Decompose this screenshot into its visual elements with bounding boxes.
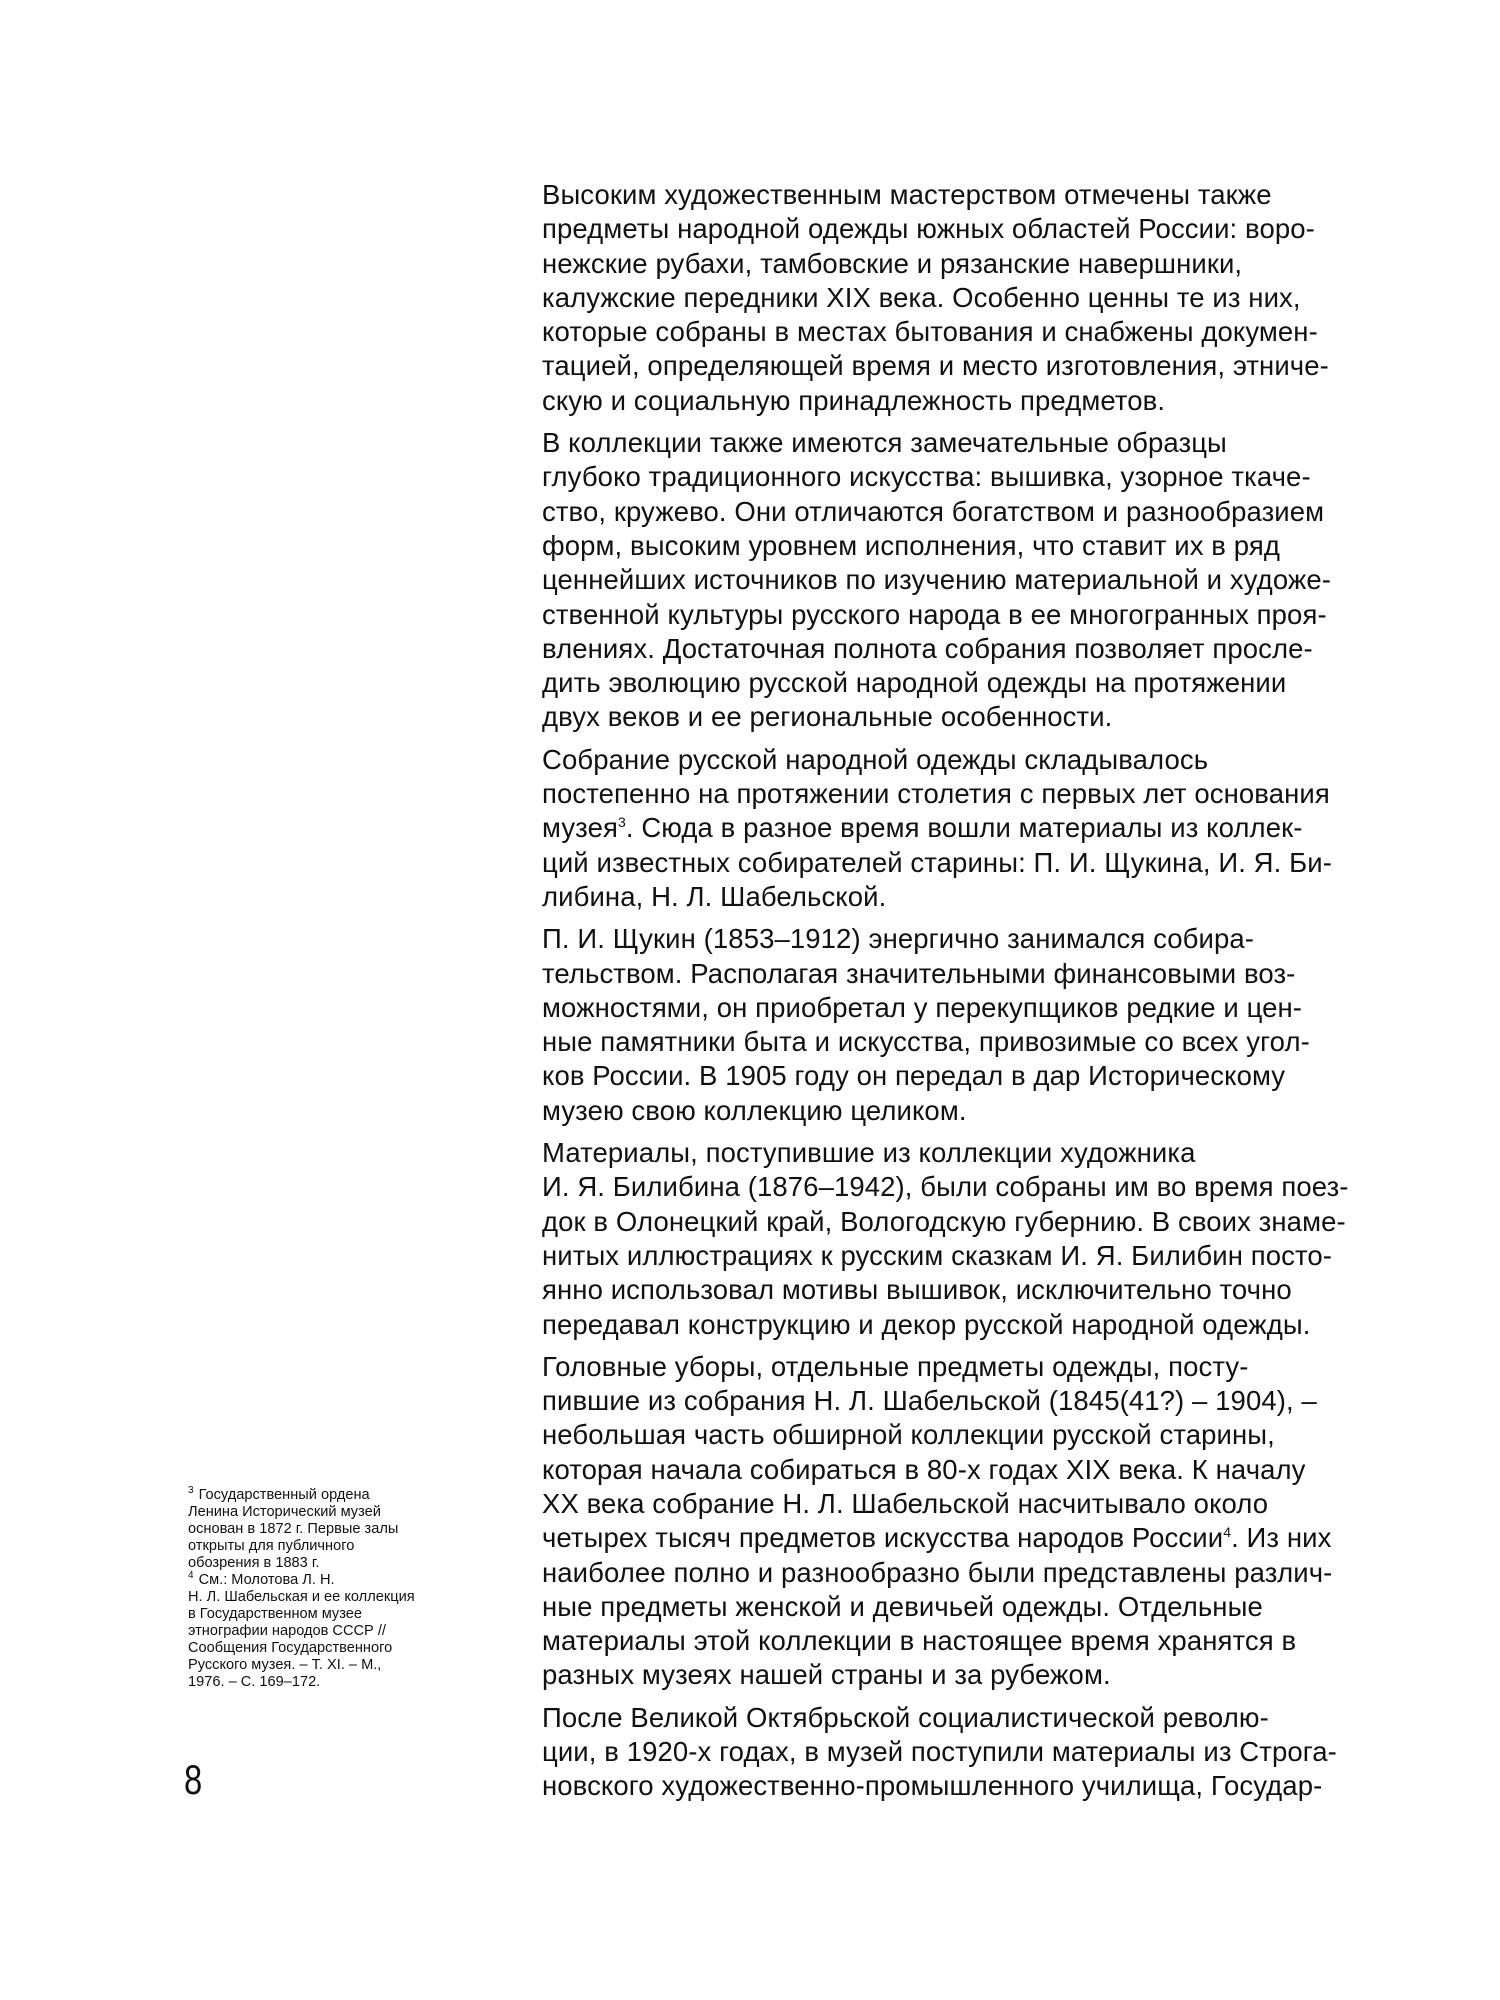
main-text-column	[492, 178, 1349, 1812]
text-line: пившие из собрания Н. Л. Шабельской (1845(41?) – 1904), –	[542, 1385, 1317, 1417]
text-line: ственной культуры русского народа в ее многогранных проя-	[542, 598, 1327, 630]
footnote	[188, 1572, 478, 1691]
footnote-line: обозрения в 1883 г.	[188, 1555, 320, 1571]
text-fragment: Государственный ордена	[198, 1487, 370, 1503]
text-line: П. И. Щукин (1853–1912) энергично занимался собира-	[542, 923, 1254, 955]
footnote-ref: 4	[1223, 1524, 1232, 1541]
text-line: либина, Н. Л. Шабельской.	[542, 880, 887, 912]
text-line: новского художественно-промышленного училища, Государ-	[542, 1770, 1323, 1802]
text-line: передавал конструкцию и декор русской народной одежды.	[542, 1308, 1311, 1340]
text-line: постепенно на протяжении столетия с первых лет основания	[542, 778, 1330, 810]
paragraph	[492, 1701, 1337, 1804]
text-line: материалы этой коллекции в настоящее время хранятся в	[542, 1625, 1297, 1657]
text-line: В коллекции также имеются замечательные образцы	[542, 427, 1227, 459]
text-fragment: четырех тысяч предметов искусства народов России	[542, 1522, 1224, 1554]
paragraph	[492, 922, 1332, 1128]
footnote-mark: 4	[188, 1570, 194, 1582]
text-fragment: музея	[542, 812, 618, 844]
paragraph	[492, 743, 1332, 914]
footnote-line: 1976. – С. 169–172.	[188, 1674, 321, 1690]
text-line: Материалы, поступившие из коллекции художника	[542, 1137, 1196, 1169]
footnote-line: основан в 1872 г. Первые залы	[188, 1521, 399, 1537]
text-line: наиболее полно и разнообразно были представлены различ-	[542, 1556, 1333, 1588]
text-line: калужские передники XIX века. Особенно ценны те из них,	[542, 281, 1301, 313]
text-line: дить эволюцию русской народной одежды на протяжении	[542, 667, 1287, 699]
text-line: ций известных собирателей старины: П. И. Щукина, И. Я. Би-	[542, 846, 1332, 878]
text-line: глубоко традиционного искусства: вышивка, узорное ткаче-	[542, 461, 1311, 493]
text-line: тельством. Располагая значительными финансовыми воз-	[542, 957, 1296, 989]
footnotes-column	[188, 1487, 478, 1691]
text-fragment: См.: Молотова Л. Н.	[198, 1572, 335, 1588]
text-line: После Великой Октябрьской социалистической револю-	[542, 1701, 1269, 1733]
footnote-line	[188, 1487, 478, 1504]
text-line: янно использовал мотивы вышивок, исключительно точно	[542, 1274, 1292, 1306]
text-line: небольшая часть обширной коллекции русской старины,	[542, 1419, 1275, 1451]
text-line: Собрание русской народной одежды складывалось	[542, 743, 1209, 775]
footnote-ref: 3	[617, 814, 626, 831]
text-line: XX века собрание Н. Л. Шабельской насчитывало около	[542, 1487, 1269, 1519]
text-line: Головные уборы, отдельные предметы одежды, посту-	[542, 1350, 1249, 1382]
text-line: нитых иллюстрациях к русским сказкам И. Я. Билибин посто-	[542, 1239, 1333, 1271]
text-line: ценнейших источников по изучению материальной и художе-	[542, 564, 1332, 596]
paragraph	[492, 1350, 1332, 1693]
text-line: док в Олонецкий край, Вологодскую губернию. В своих знаме-	[542, 1205, 1346, 1237]
footnote-line	[188, 1572, 478, 1589]
footnote-mark: 3	[188, 1485, 194, 1497]
text-line: ные памятники быта и искусства, привозимые со всех угол-	[542, 1026, 1310, 1058]
text-line: Высоким художественным мастерством отмечены также	[542, 179, 1272, 210]
text-line: ство, кружево. Они отличаются богатством и разнообразием	[542, 495, 1325, 527]
footnote	[188, 1487, 478, 1572]
text-line: ков России. В 1905 году он передал в дар Историческому	[542, 1060, 1286, 1092]
text-line: предметы народной одежды южных областей России: воро-	[542, 213, 1315, 245]
text-fragment: . Сюда в разное время вошли материалы из коллек-	[625, 812, 1303, 844]
text-line: двух веков и ее региональные особенности.	[542, 701, 1113, 733]
page-number: 8	[184, 1756, 203, 1803]
text-line: музею свою коллекцию целиком.	[542, 1094, 967, 1126]
footnote-line: Ленина Исторический музей	[188, 1504, 381, 1520]
text-line: можностями, он приобретал у перекупщиков редкие и цен-	[542, 991, 1303, 1023]
text-line: которая начала собираться в 80-х годах XIX века. К началу	[542, 1453, 1306, 1485]
text-line: скую и социальную принадлежность предметов.	[542, 384, 1166, 416]
text-line: влениях. Достаточная полнота собрания позволяет просле-	[542, 632, 1313, 664]
footnote-line: в Государственном музее	[188, 1606, 362, 1622]
paragraph	[492, 1136, 1349, 1342]
footnote-line: Русского музея. – Т. XI. – М.,	[188, 1657, 382, 1673]
text-line: нежские рубахи, тамбовские и рязанские навершники,	[542, 247, 1243, 279]
footnote-line: открыты для публичного	[188, 1538, 355, 1554]
text-line	[492, 1521, 1332, 1555]
text-line: ные предметы женской и девичьей одежды. Отдельные	[542, 1590, 1263, 1622]
text-line	[492, 811, 1332, 845]
text-line: форм, высоким уровнем исполнения, что ставит их в ряд	[542, 529, 1280, 561]
text-line: ции, в 1920-х годах, в музей поступили материалы из Строга-	[542, 1736, 1337, 1768]
text-fragment: . Из них	[1231, 1522, 1332, 1554]
footnote-line: Н. Л. Шабельская и ее коллекция	[188, 1589, 415, 1605]
text-line: которые собраны в местах бытования и снабжены докумен-	[542, 316, 1318, 348]
footnote-line: Сообщения Государственного	[188, 1640, 393, 1656]
text-line: И. Я. Билибина (1876–1942), были собраны им во время поез-	[542, 1171, 1349, 1203]
paragraph	[492, 426, 1332, 735]
paragraph	[492, 178, 1332, 418]
footnote-line: этнографии народов СССР //	[188, 1623, 386, 1639]
text-line: разных музеях нашей страны и за рубежом.	[542, 1659, 1111, 1691]
text-line: тацией, определяющей время и место изготовления, этниче-	[542, 350, 1329, 382]
